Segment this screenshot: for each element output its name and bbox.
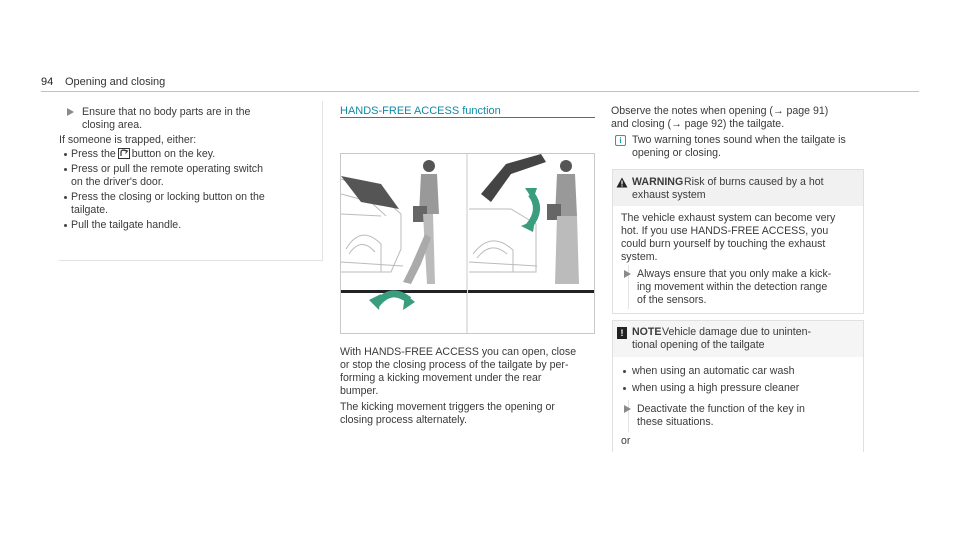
hands-free-illustration	[340, 153, 595, 334]
heading-rule	[340, 117, 595, 118]
warning-label: WARNING	[632, 176, 684, 188]
tailgate-key-icon	[118, 148, 130, 159]
hfa-paragraph2-line2: closing process alternately.	[340, 414, 467, 426]
section-title: Opening and closing	[65, 76, 166, 88]
hfa-paragraph2-line1: The kicking movement triggers the opening or	[340, 401, 555, 413]
step-ensure-line2: closing area.	[82, 119, 143, 131]
page-number: 94	[41, 76, 54, 88]
warning-body-line3: could burn yourself by touching the exhaust	[621, 238, 826, 250]
warning-body-line4: system.	[621, 251, 658, 263]
info-tones-line1: Two warning tones sound when the tailgate is	[632, 134, 846, 146]
hfa-paragraph1-line3: forming a kicking movement under the rear	[340, 372, 542, 384]
bullet-closing-button-line2: tailgate.	[71, 204, 109, 216]
warning-step-line1: Always ensure that you only make a kick-	[637, 268, 832, 280]
note-bullet-pressure-cleaner: when using a high pressure cleaner	[632, 382, 800, 394]
step-ensure-line1: Ensure that no body parts are in the	[82, 106, 251, 118]
person-standing-image	[547, 160, 579, 284]
note-label: NOTE	[632, 326, 662, 338]
open-tailgate-right	[481, 154, 546, 202]
warning-head-line1: Risk of burns caused by a hot	[684, 176, 824, 188]
bullet-closing-button-line1: Press the closing or locking button on the	[71, 191, 265, 203]
bullet-dot	[64, 224, 67, 227]
bullet-remote-switch-line2: on the driver's door.	[71, 176, 164, 188]
note-head-line2: tional opening of the tailgate	[632, 339, 765, 351]
hfa-paragraph1-line2: or stop the closing process of the tailgate by per-	[340, 359, 569, 371]
note-head-line1: Vehicle damage due to uninten-	[662, 326, 812, 338]
kick-motion-arrow-icon	[369, 294, 415, 310]
bullet-dot	[623, 370, 626, 373]
step-arrow-icon	[67, 108, 74, 116]
tailgate-motion-arrow-icon	[521, 188, 537, 232]
warning-body-line2: hot. If you use HANDS-FREE ACCESS, you	[621, 225, 829, 237]
car-rear-right-image	[469, 209, 537, 272]
open-tailgate-left	[341, 176, 399, 209]
info-icon: i	[615, 135, 626, 146]
bullet-dot	[64, 168, 67, 171]
observe-notes-line1: Observe the notes when opening (→ page 91)	[611, 105, 829, 117]
section-heading: HANDS-FREE ACCESS function	[340, 105, 501, 117]
bullet-dot	[623, 387, 626, 390]
warning-head-line2: exhaust system	[632, 189, 706, 201]
bullet-dot	[64, 196, 67, 199]
note-step-line2: these situations.	[637, 416, 714, 428]
warning-triangle-icon	[616, 177, 628, 188]
ground-line-left	[341, 290, 467, 293]
bullet-press-key-pre: Press the	[71, 148, 116, 160]
illustration-svg	[341, 154, 594, 333]
info-tones-line2: opening or closing.	[632, 147, 721, 159]
warning-step-line3: of the sensors.	[637, 294, 707, 306]
bullet-tailgate-handle: Pull the tailgate handle.	[71, 219, 182, 231]
warning-body-line1: The vehicle exhaust system can become very	[621, 212, 836, 224]
ground-line-right	[468, 290, 594, 293]
note-step-line1: Deactivate the function of the key in	[637, 403, 805, 415]
note-or: or	[621, 435, 631, 447]
step-arrow-icon	[624, 405, 631, 413]
note-bullet-car-wash: when using an automatic car wash	[632, 365, 795, 377]
warning-step-line2: ing movement within the detection range	[637, 281, 828, 293]
page-header	[41, 76, 919, 92]
hfa-paragraph1-line1: With HANDS-FREE ACCESS you can open, close	[340, 346, 577, 358]
observe-notes-line2: and closing (→ page 92) the tailgate.	[611, 118, 785, 130]
bullet-press-key-post: button on the key.	[131, 148, 216, 160]
bullet-remote-switch-line1: Press or pull the remote operating switch	[71, 163, 263, 175]
step-arrow-icon	[624, 270, 631, 278]
hfa-paragraph1-line4: bumper.	[340, 385, 379, 397]
bullet-press-key	[71, 148, 215, 161]
trapped-intro: If someone is trapped, either:	[59, 134, 197, 146]
person-kicking-image	[403, 160, 439, 284]
note-exclamation-icon: !	[617, 327, 627, 339]
bullet-dot	[64, 153, 67, 156]
